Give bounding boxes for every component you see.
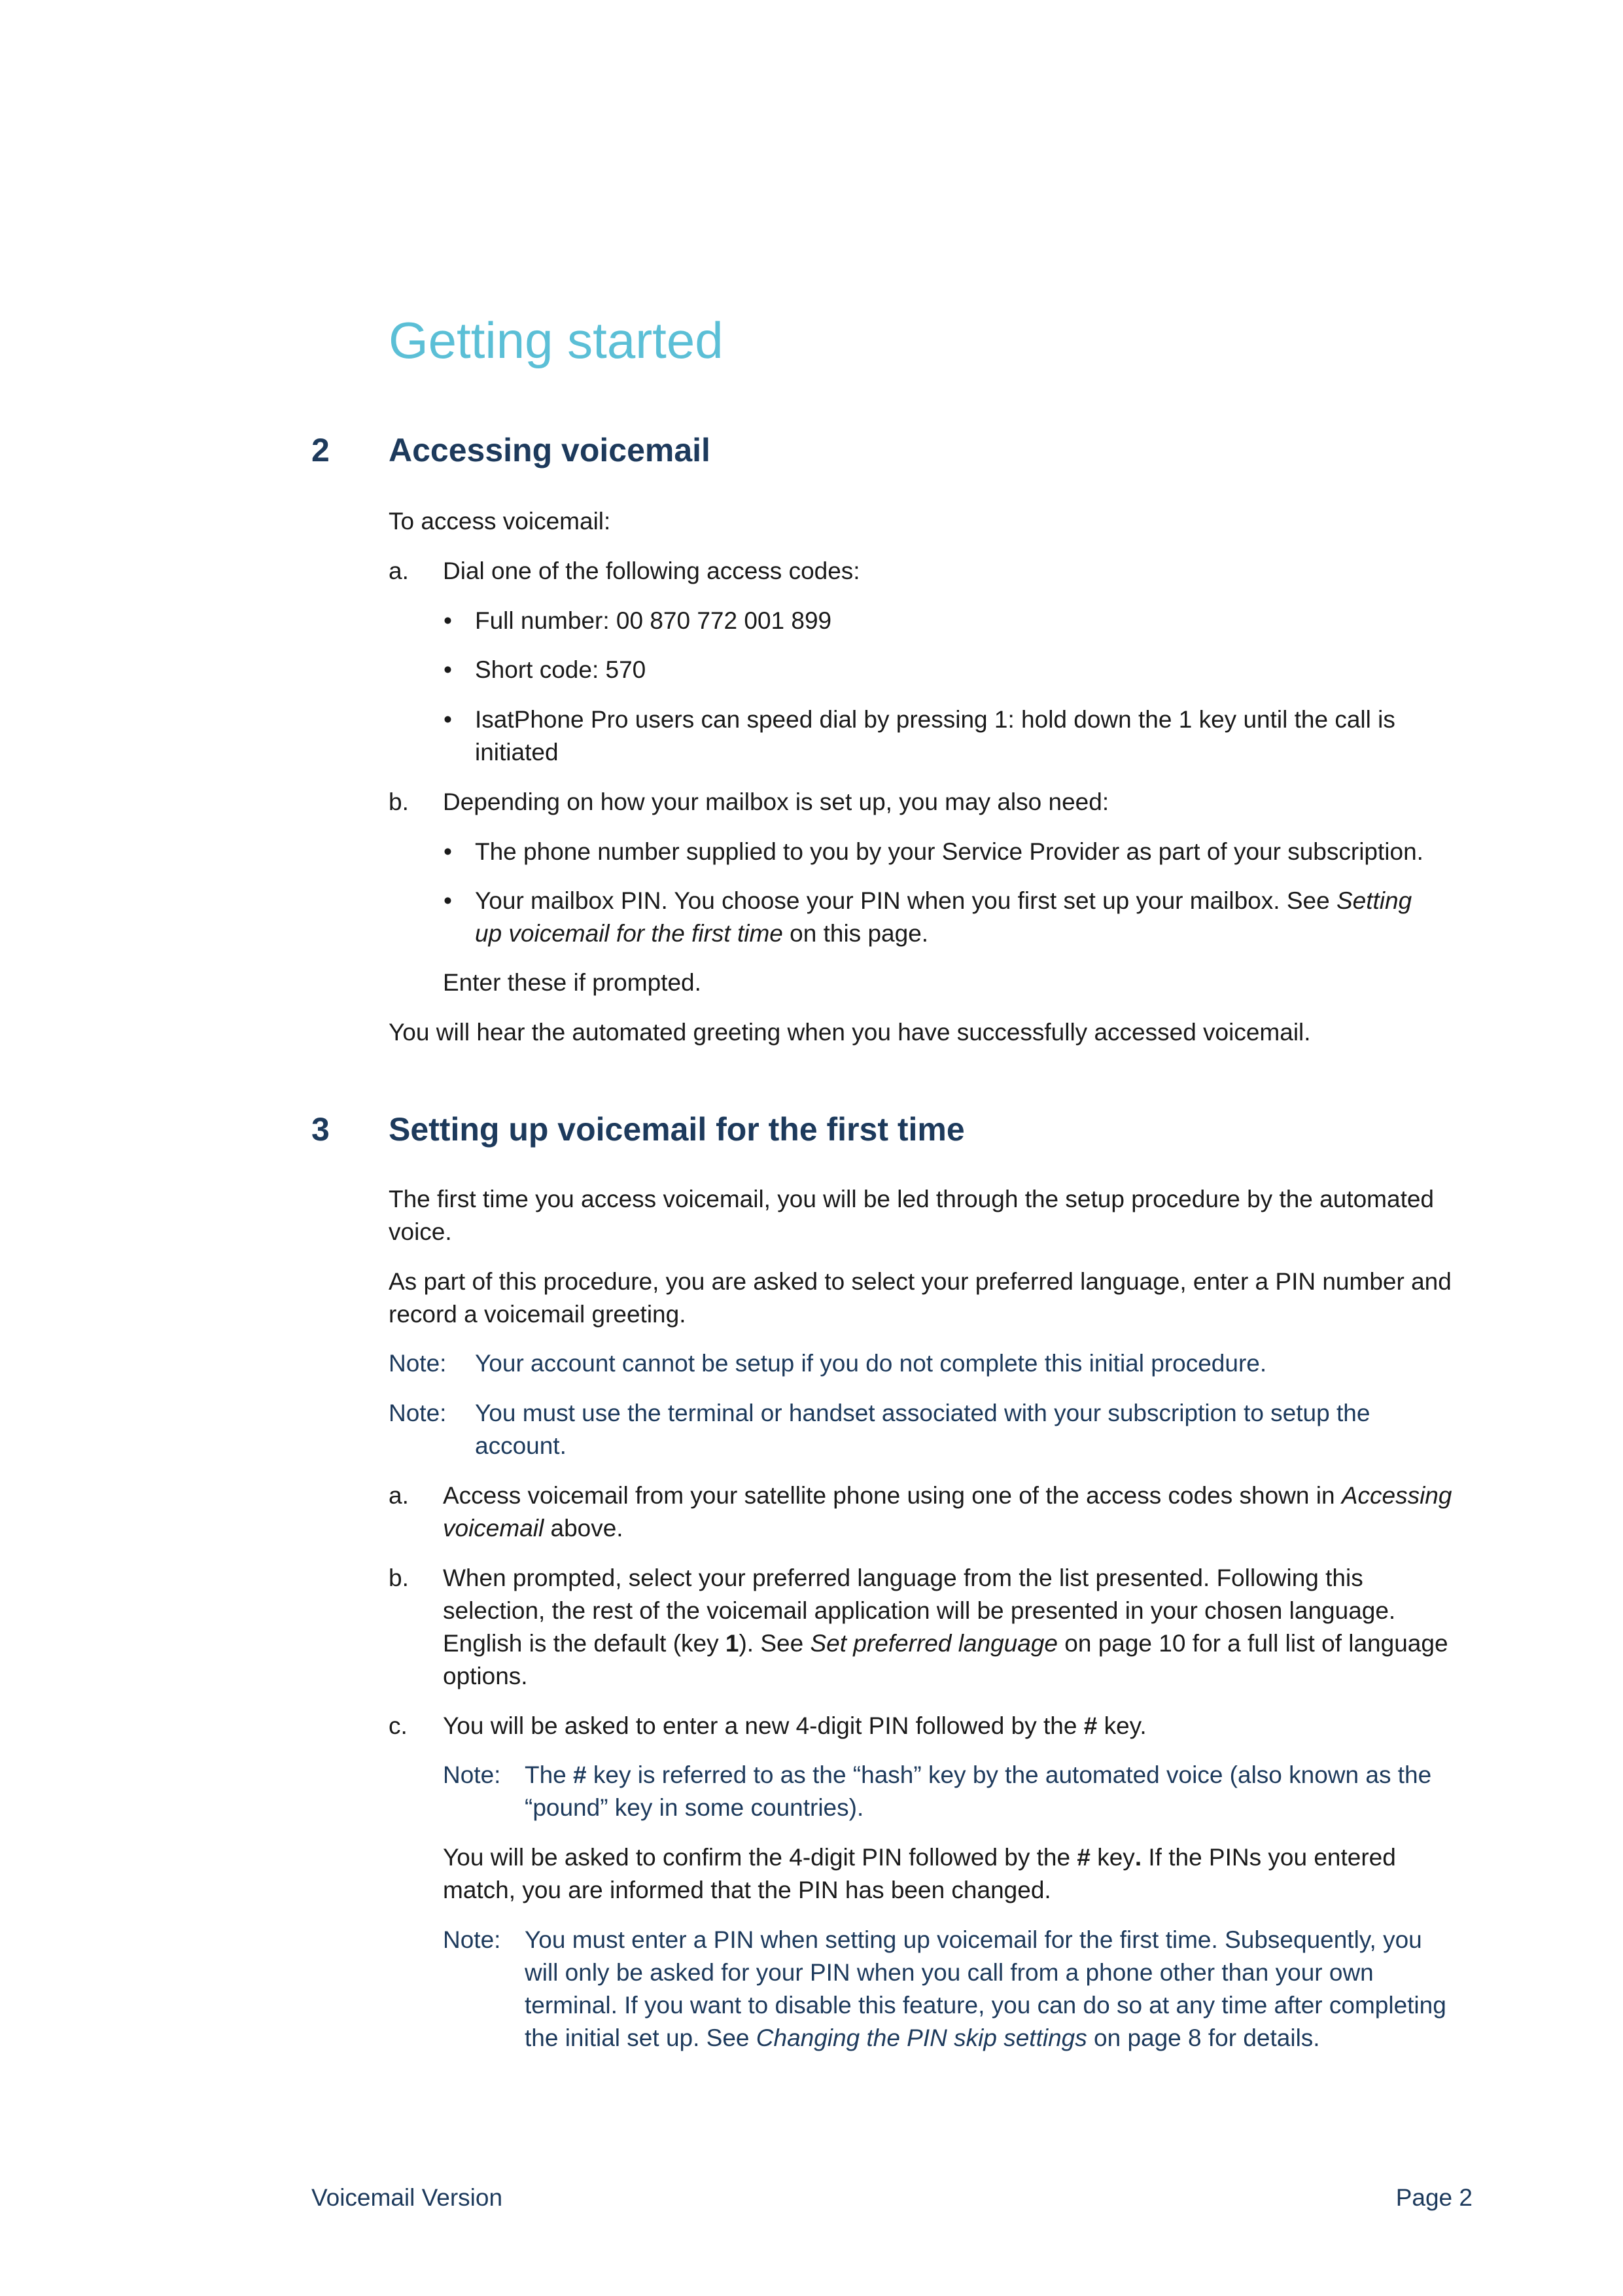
note-label: Note:: [443, 1926, 501, 1953]
section-number: 3: [311, 1111, 330, 1148]
section-number: 2: [311, 432, 330, 468]
confirm-text: You will be asked to confirm the 4-digit PIN followed by the # key. If the PINs you entered match, you are informed that the PIN has been changed.: [443, 1844, 1396, 1903]
note-label: Note:: [389, 1400, 447, 1426]
list-item: • The phone number supplied to you by your Service Provider as part of your subscription.: [475, 836, 1423, 868]
step-label: b.: [389, 1564, 409, 1591]
step-label: a.: [389, 557, 409, 584]
step-label: b.: [389, 788, 409, 815]
footer-version: Voicemail Version: [311, 2184, 503, 2211]
note-text: Your account cannot be setup if you do not complete this initial procedure.: [475, 1350, 1267, 1377]
list-item-continuation: initiated: [475, 739, 559, 766]
note-text: You must use the terminal or handset associated with your subscription to setup the account.: [475, 1400, 1370, 1459]
list-item: • Short code: 570: [475, 654, 646, 686]
note-text: You must enter a PIN when setting up voicemail for the first time. Subsequently, you will only be asked for your PIN when you call from a phone other than your own terminal. If you want to disable this feature, you can do so at any time after completing the initial set up. See Changing the PIN skip settings on page 8 for details.: [525, 1926, 1446, 2051]
paragraph: As part of this procedure, you are asked to select your preferred language, enter a PIN number and record a voicemail greeting.: [389, 1268, 1452, 1328]
closing-text: You will hear the automated greeting when you have successfully accessed voicemail.: [389, 1019, 1311, 1046]
section-title: Setting up voicemail for the first time: [389, 1111, 965, 1148]
note-label: Note:: [443, 1761, 501, 1788]
step-label: c.: [389, 1712, 408, 1739]
step-text: Dial one of the following access codes:: [443, 557, 860, 584]
enter-prompt-text: Enter these if prompted.: [443, 969, 701, 996]
list-item: • Full number: 00 870 772 001 899: [475, 605, 831, 637]
step-text: When prompted, select your preferred language from the list presented. Following this selection, the rest of the voicemail application will be presented in your chosen language. English is the default (key 1). See Set preferred language on page 10 for a full list of language options.: [443, 1564, 1448, 1689]
chapter-title: Getting started: [389, 311, 724, 369]
section-title: Accessing voicemail: [389, 432, 710, 468]
list-item: • IsatPhone Pro users can speed dial by pressing 1: hold down the 1 key until the call is: [475, 703, 1395, 736]
step-text: Access voicemail from your satellite phone using one of the access codes shown in Accessing voicemail above.: [443, 1482, 1452, 1542]
step-label: a.: [389, 1482, 409, 1509]
paragraph: The first time you access voicemail, you will be led through the setup procedure by the automated voice.: [389, 1186, 1435, 1245]
step-text: Depending on how your mailbox is set up, you may also need:: [443, 788, 1109, 815]
intro-text: To access voicemail:: [389, 508, 611, 535]
note-label: Note:: [389, 1350, 447, 1377]
step-text: You will be asked to enter a new 4-digit PIN followed by the # key.: [443, 1712, 1147, 1739]
list-item-continuation: up voicemail for the first time on this page.: [475, 920, 929, 947]
note-text: The # key is referred to as the “hash” key by the automated voice (also known as the “pound” key in some countries).: [525, 1761, 1432, 1821]
list-item: • Your mailbox PIN. You choose your PIN when you first set up your mailbox. See Setting: [475, 885, 1412, 917]
footer-page-number: Page 2: [1395, 2184, 1473, 2211]
